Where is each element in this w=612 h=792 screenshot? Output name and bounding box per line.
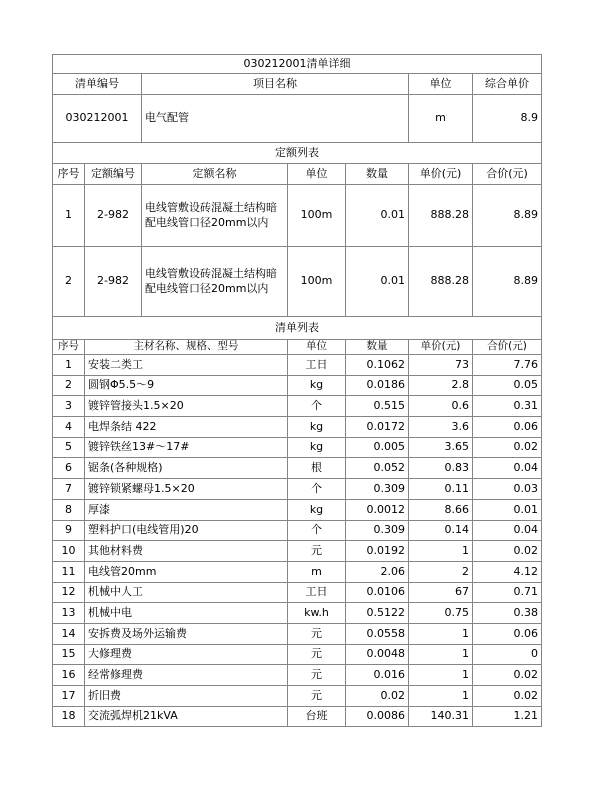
list-row [53, 665, 542, 686]
list-cell-total: 0.31 [473, 396, 542, 417]
list-header-total: 合价(元) [473, 340, 542, 355]
list-cell-name: 大修理费 [85, 644, 288, 665]
list-cell-total: 0.02 [473, 437, 542, 458]
list-cell-price: 2 [409, 561, 473, 582]
list-cell-name: 锯条(各种规格) [85, 458, 288, 479]
detail-table [52, 54, 542, 727]
list-cell-no: 6 [53, 458, 85, 479]
list-cell-qty: 0.0172 [346, 417, 409, 438]
list-cell-unit: 工日 [288, 355, 346, 376]
list-cell-qty: 0.0106 [346, 582, 409, 603]
list-cell-price: 67 [409, 582, 473, 603]
list-header-qty: 数量 [346, 340, 409, 355]
list-cell-price: 8.66 [409, 499, 473, 520]
quota-header-unit: 单位 [288, 164, 346, 185]
list-cell-no: 1 [53, 355, 85, 376]
quota-cell-no: 1 [53, 185, 85, 247]
list-cell-name: 圆钢Φ5.5～9 [85, 375, 288, 396]
list-cell-qty: 0.1062 [346, 355, 409, 376]
list-cell-name: 其他材料费 [85, 541, 288, 562]
list-cell-price: 73 [409, 355, 473, 376]
summary-code: 030212001 [53, 95, 142, 143]
list-cell-no: 12 [53, 582, 85, 603]
list-row [53, 396, 542, 417]
list-cell-no: 17 [53, 686, 85, 707]
quota-header-row [53, 164, 542, 185]
summary-header-unit: 单位 [409, 74, 473, 95]
list-cell-name: 镀锌管接头1.5×20 [85, 396, 288, 417]
list-cell-name: 机械中人工 [85, 582, 288, 603]
list-row [53, 479, 542, 500]
list-cell-no: 10 [53, 541, 85, 562]
quota-cell-qty: 0.01 [346, 247, 409, 317]
list-cell-price: 0.6 [409, 396, 473, 417]
list-cell-unit: kw.h [288, 603, 346, 624]
quota-cell-code: 2-982 [85, 247, 142, 317]
list-cell-qty: 0.0186 [346, 375, 409, 396]
list-row [53, 582, 542, 603]
list-cell-no: 11 [53, 561, 85, 582]
list-header-row [53, 340, 542, 355]
list-cell-no: 7 [53, 479, 85, 500]
summary-price: 8.9 [473, 95, 542, 143]
list-cell-price: 0.11 [409, 479, 473, 500]
list-row [53, 520, 542, 541]
list-cell-unit: 个 [288, 479, 346, 500]
list-cell-no: 8 [53, 499, 85, 520]
quota-cell-price: 888.28 [409, 247, 473, 317]
list-cell-price: 1 [409, 644, 473, 665]
quota-cell-total: 8.89 [473, 185, 542, 247]
list-cell-no: 3 [53, 396, 85, 417]
list-row [53, 541, 542, 562]
list-cell-no: 16 [53, 665, 85, 686]
list-cell-unit: 元 [288, 665, 346, 686]
list-cell-total: 0.05 [473, 375, 542, 396]
list-cell-name: 塑料护口(电线管用)20 [85, 520, 288, 541]
list-cell-price: 1 [409, 623, 473, 644]
list-cell-total: 0 [473, 644, 542, 665]
list-cell-qty: 0.0558 [346, 623, 409, 644]
list-cell-price: 1 [409, 686, 473, 707]
summary-header-price: 综合单价 [473, 74, 542, 95]
list-cell-price: 2.8 [409, 375, 473, 396]
list-cell-qty: 0.0192 [346, 541, 409, 562]
quota-banner: 定额列表 [53, 143, 542, 164]
list-header-unit: 单位 [288, 340, 346, 355]
list-cell-price: 1 [409, 665, 473, 686]
list-cell-no: 14 [53, 623, 85, 644]
list-cell-total: 0.02 [473, 541, 542, 562]
list-cell-unit: 个 [288, 396, 346, 417]
list-cell-total: 0.01 [473, 499, 542, 520]
list-cell-unit: 元 [288, 686, 346, 707]
summary-section [53, 55, 542, 185]
list-row [53, 561, 542, 582]
list-cell-price: 3.6 [409, 417, 473, 438]
list-row [53, 644, 542, 665]
list-cell-total: 7.76 [473, 355, 542, 376]
list-row [53, 623, 542, 644]
page-title: 030212001清单详细 [53, 55, 542, 74]
quota-header-total: 合价(元) [473, 164, 542, 185]
list-rows-body [53, 355, 542, 727]
list-cell-unit: 个 [288, 520, 346, 541]
list-cell-name: 交流弧焊机21kVA [85, 706, 288, 727]
summary-header-code: 清单编号 [53, 74, 142, 95]
list-cell-total: 0.04 [473, 520, 542, 541]
list-cell-unit: 工日 [288, 582, 346, 603]
list-cell-unit: 元 [288, 541, 346, 562]
list-header-name: 主材名称、规格、型号 [85, 340, 288, 355]
list-header-no: 序号 [53, 340, 85, 355]
list-row [53, 458, 542, 479]
list-cell-qty: 2.06 [346, 561, 409, 582]
list-cell-qty: 0.309 [346, 479, 409, 500]
list-cell-qty: 0.309 [346, 520, 409, 541]
list-cell-name: 厚漆 [85, 499, 288, 520]
list-cell-total: 0.03 [473, 479, 542, 500]
quota-cell-total: 8.89 [473, 247, 542, 317]
list-cell-name: 电焊条结 422 [85, 417, 288, 438]
list-cell-unit: 元 [288, 623, 346, 644]
quota-cell-name: 电线管敷设砖混凝土结构暗配电线管口径20mm以内 [142, 185, 288, 247]
list-row [53, 417, 542, 438]
list-header-section [53, 317, 542, 355]
list-banner-row [53, 317, 542, 340]
summary-row [53, 95, 542, 143]
list-banner: 清单列表 [53, 317, 542, 340]
summary-name: 电气配管 [142, 95, 409, 143]
quota-banner-row [53, 143, 542, 164]
list-cell-name: 安装二类工 [85, 355, 288, 376]
list-cell-qty: 0.0012 [346, 499, 409, 520]
quota-header-name: 定额名称 [142, 164, 288, 185]
quota-header-no: 序号 [53, 164, 85, 185]
list-cell-no: 2 [53, 375, 85, 396]
list-header-price: 单价(元) [409, 340, 473, 355]
list-cell-no: 15 [53, 644, 85, 665]
list-row [53, 603, 542, 624]
list-row [53, 706, 542, 727]
summary-header-name: 项目名称 [142, 74, 409, 95]
title-row [53, 55, 542, 74]
summary-header-row [53, 74, 542, 95]
list-cell-price: 0.75 [409, 603, 473, 624]
list-cell-qty: 0.016 [346, 665, 409, 686]
list-cell-qty: 0.0048 [346, 644, 409, 665]
list-cell-total: 1.21 [473, 706, 542, 727]
quota-cell-price: 888.28 [409, 185, 473, 247]
quota-cell-name: 电线管敷设砖混凝土结构暗配电线管口径20mm以内 [142, 247, 288, 317]
list-cell-price: 0.14 [409, 520, 473, 541]
list-cell-name: 电线管20mm [85, 561, 288, 582]
list-cell-name: 镀锌锁紧螺母1.5×20 [85, 479, 288, 500]
list-cell-total: 0.02 [473, 665, 542, 686]
list-cell-no: 4 [53, 417, 85, 438]
quota-cell-unit: 100m [288, 247, 346, 317]
list-cell-total: 0.38 [473, 603, 542, 624]
list-cell-name: 机械中电 [85, 603, 288, 624]
quota-cell-no: 2 [53, 247, 85, 317]
list-cell-no: 18 [53, 706, 85, 727]
quota-cell-unit: 100m [288, 185, 346, 247]
quota-row [53, 185, 542, 247]
list-cell-unit: kg [288, 417, 346, 438]
list-cell-total: 0.02 [473, 686, 542, 707]
list-cell-total: 0.04 [473, 458, 542, 479]
list-cell-total: 0.71 [473, 582, 542, 603]
list-row [53, 437, 542, 458]
list-cell-unit: 根 [288, 458, 346, 479]
list-cell-qty: 0.005 [346, 437, 409, 458]
list-row [53, 355, 542, 376]
list-cell-price: 3.65 [409, 437, 473, 458]
list-cell-total: 0.06 [473, 623, 542, 644]
list-cell-name: 安拆费及场外运输费 [85, 623, 288, 644]
quota-header-qty: 数量 [346, 164, 409, 185]
quota-cell-code: 2-982 [85, 185, 142, 247]
list-cell-unit: kg [288, 499, 346, 520]
list-cell-unit: 元 [288, 644, 346, 665]
list-row [53, 499, 542, 520]
list-cell-qty: 0.5122 [346, 603, 409, 624]
list-cell-unit: kg [288, 375, 346, 396]
list-cell-price: 1 [409, 541, 473, 562]
list-cell-no: 9 [53, 520, 85, 541]
list-cell-no: 5 [53, 437, 85, 458]
list-cell-qty: 0.0086 [346, 706, 409, 727]
list-cell-unit: m [288, 561, 346, 582]
quota-rows-body [53, 185, 542, 317]
summary-unit: m [409, 95, 473, 143]
list-cell-qty: 0.02 [346, 686, 409, 707]
list-cell-total: 0.06 [473, 417, 542, 438]
list-cell-price: 0.83 [409, 458, 473, 479]
list-cell-price: 140.31 [409, 706, 473, 727]
list-cell-name: 折旧费 [85, 686, 288, 707]
quota-row [53, 247, 542, 317]
list-cell-unit: kg [288, 437, 346, 458]
list-row [53, 375, 542, 396]
list-cell-no: 13 [53, 603, 85, 624]
list-cell-name: 经常修理费 [85, 665, 288, 686]
quota-header-price: 单价(元) [409, 164, 473, 185]
list-row [53, 686, 542, 707]
list-cell-qty: 0.515 [346, 396, 409, 417]
list-cell-name: 镀锌铁丝13#～17# [85, 437, 288, 458]
quota-cell-qty: 0.01 [346, 185, 409, 247]
quota-header-code: 定额编号 [85, 164, 142, 185]
list-cell-unit: 台班 [288, 706, 346, 727]
list-cell-total: 4.12 [473, 561, 542, 582]
list-cell-qty: 0.052 [346, 458, 409, 479]
